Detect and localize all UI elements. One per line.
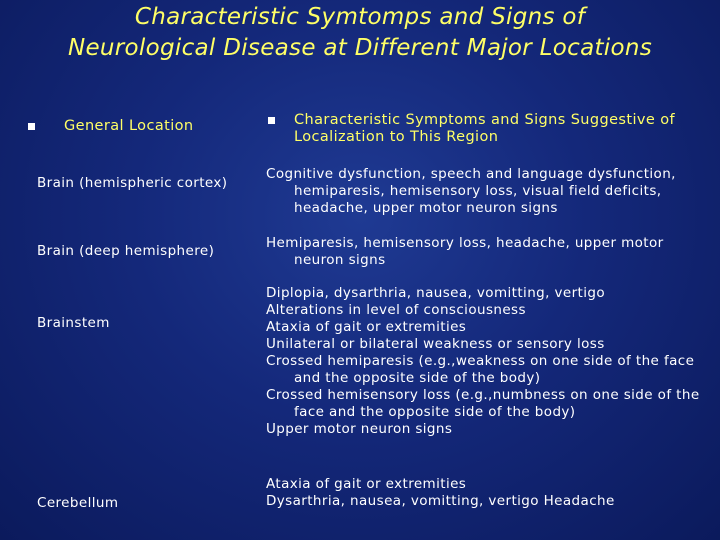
- sign-line: Ataxia of gait or extremities: [266, 476, 467, 492]
- sign-line: Alterations in level of consciousness: [266, 302, 526, 318]
- sign-line: Ataxia of gait or extremities: [266, 319, 467, 335]
- location-deep-hemisphere: Brain (deep hemisphere): [37, 243, 215, 259]
- sign-line: Unilateral or bilateral weakness or sensory loss: [266, 336, 605, 352]
- sign-line: Hemiparesis, hemisensory loss, headache, upper motor neuron signs: [266, 235, 664, 268]
- sign-line: Crossed hemisensory loss (e.g.,numbness on one side of the face and the opposite side of the body): [266, 387, 700, 420]
- signs-cerebellum: [266, 476, 714, 510]
- bullet-icon: [28, 123, 35, 130]
- signs-brainstem: [266, 285, 714, 438]
- header-symptoms: Characteristic Symptoms and Signs Suggestive of Localization to This Region: [294, 112, 675, 145]
- sign-line: Crossed hemiparesis (e.g.,weakness on one side of the face and the opposite side of the body): [266, 353, 695, 386]
- location-brainstem: Brainstem: [37, 315, 110, 331]
- sign-line: Diplopia, dysarthria, nausea, vomitting, vertigo: [266, 285, 606, 301]
- sign-line: Dysarthria, nausea, vomitting, vertigo Headache: [266, 493, 615, 509]
- header-general-location: General Location: [64, 118, 194, 134]
- bullet-icon: [268, 117, 275, 124]
- location-hemispheric-cortex: Brain (hemispheric cortex): [37, 175, 228, 191]
- signs-hemispheric-cortex: [266, 166, 714, 217]
- sign-line: Upper motor neuron signs: [266, 421, 453, 437]
- signs-deep-hemisphere: [266, 235, 714, 269]
- location-cerebellum: Cerebellum: [37, 495, 119, 511]
- sign-line: Cognitive dysfunction, speech and language dysfunction, hemiparesis, hemisensory loss, visual field deficits, headache, upper motor neuron signs: [266, 166, 676, 216]
- slide-title: Characteristic Symtomps and Signs of Neurological Disease at Different Major Locations: [67, 4, 653, 61]
